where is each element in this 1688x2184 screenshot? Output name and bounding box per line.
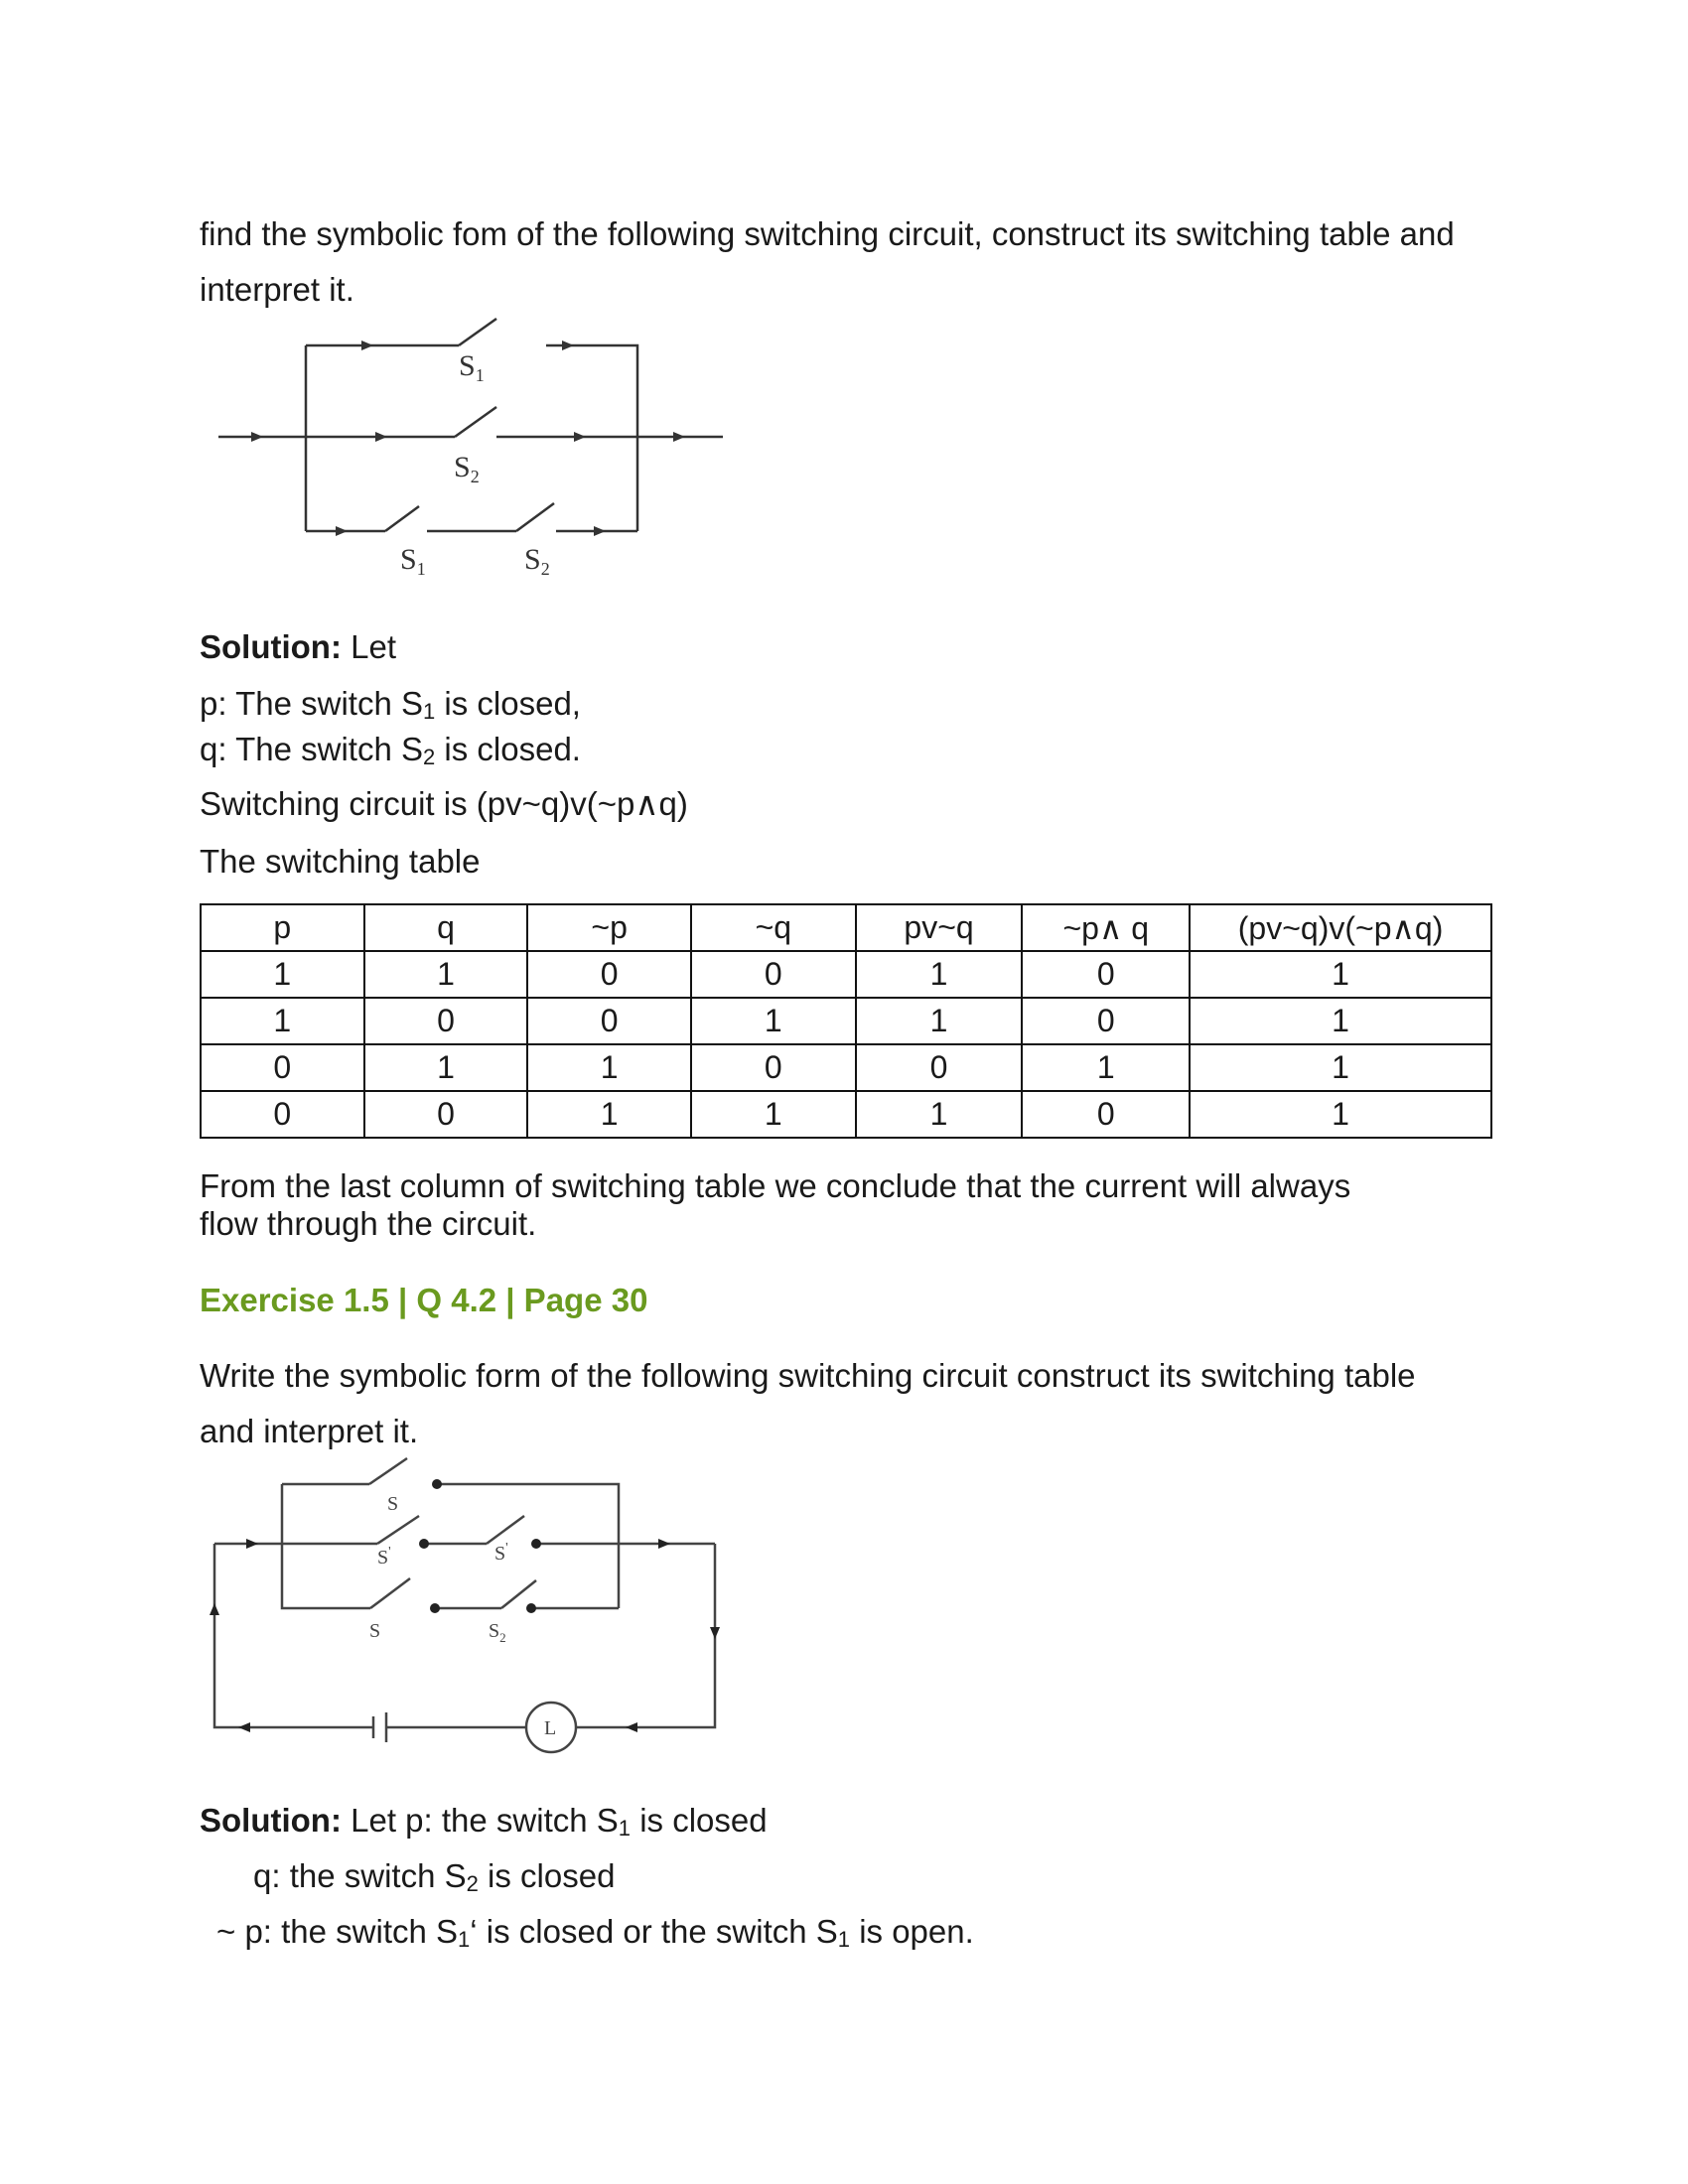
contact-dot — [419, 1539, 429, 1549]
arrow-1 — [361, 341, 373, 350]
switch-s2-prime — [455, 407, 496, 437]
header-cell: pv~q — [856, 904, 1023, 951]
table-cell: 1 — [201, 951, 364, 998]
switch-s2-prime — [487, 1516, 524, 1544]
circuit-diagram-1 — [199, 303, 755, 601]
wire-r3 — [282, 1484, 370, 1608]
switching-table — [200, 903, 1492, 1139]
table-cell: 0 — [1022, 998, 1190, 1044]
header-cell: ~q — [691, 904, 856, 951]
table-cell: 0 — [1022, 1091, 1190, 1138]
conclusion-line-2: flow through the circuit. — [200, 1205, 537, 1242]
arrow-1 — [246, 1539, 258, 1549]
solution-label: Solution: — [200, 628, 342, 665]
table-cell: 0 — [201, 1091, 364, 1138]
table-cell: 1 — [1190, 1091, 1491, 1138]
switch-s-bottom — [370, 1578, 410, 1608]
table-cell: 0 — [691, 951, 856, 998]
switch-s2 — [516, 503, 554, 531]
variable-definitions-1 — [200, 685, 581, 776]
wire-outer-right — [576, 1544, 715, 1727]
label-s1-prime: S' — [377, 1545, 391, 1569]
definition-q: q: The switch $S_2$ is closed. — [200, 731, 581, 769]
table-cell: 0 — [527, 951, 691, 998]
table-cell: 1 — [527, 1091, 691, 1138]
table-cell: 1 — [1022, 1044, 1190, 1091]
solution-label: Solution: — [200, 1802, 342, 1839]
arrow-3 — [251, 432, 263, 442]
wire-outer-left — [214, 1544, 372, 1727]
table-cell: 1 — [1190, 1044, 1491, 1091]
header-cell: p — [201, 904, 364, 951]
solution-1-heading — [200, 619, 396, 675]
solution-2-line-p: Solution: Let p: the switch $S_1$ is closed — [200, 1802, 768, 1841]
arrow-5 — [238, 1722, 250, 1732]
table-cell: 0 — [1022, 951, 1190, 998]
switch-s1-prime — [385, 506, 419, 531]
wire-top-right — [546, 345, 637, 531]
table-cell: 1 — [527, 1044, 691, 1091]
table-row — [201, 951, 1491, 998]
arrow-7 — [336, 526, 348, 536]
definition-p: p: The switch $S_1$ is closed, — [200, 685, 581, 724]
question-1-line-1: find the symbolic fom of the following switching circuit, construct its switching table and — [200, 215, 1455, 252]
header-cell: ~p∧ q — [1022, 904, 1190, 951]
label-s1-prime: $S_1$ — [400, 543, 426, 579]
table-cell: 1 — [856, 998, 1023, 1044]
question-2-text — [200, 1348, 1416, 1459]
table-cell: 0 — [364, 1091, 528, 1138]
arrow-4 — [710, 1627, 720, 1639]
question-2-line-1: Write the symbolic form of the following switching circuit construct its switching table — [200, 1357, 1416, 1394]
solution-2-line-not-p: ~ p: the switch $S_1‘$ is closed or the switch $S_1$ is open. — [216, 1913, 974, 1952]
question-1-line-2: interpret it. — [200, 271, 354, 308]
table-cell: 1 — [1190, 951, 1491, 998]
table-cell: 1 — [856, 1091, 1023, 1138]
table-cell: 1 — [1190, 998, 1491, 1044]
arrow-4 — [375, 432, 387, 442]
question-2-line-2: and interpret it. — [200, 1413, 419, 1449]
solution-2-line-q: q: the switch $S_2$ is closed — [253, 1857, 616, 1896]
exercise-heading[interactable]: Exercise 1.5 | Q 4.2 | Page 30 — [200, 1282, 648, 1318]
label-s2-prime: $S_2$ — [454, 451, 480, 486]
table-cell: 1 — [364, 1044, 528, 1091]
arrow-2 — [658, 1539, 670, 1549]
table-cell: 1 — [691, 1091, 856, 1138]
label-s2: $S_2$ — [489, 1620, 506, 1645]
label-s-top: S — [387, 1493, 399, 1515]
contact-dot — [432, 1479, 442, 1489]
solution-let: Let — [341, 628, 397, 665]
wire-r2 — [437, 1484, 619, 1608]
label-s1: $S_1$ — [459, 349, 485, 385]
table-cell: 0 — [856, 1044, 1023, 1091]
contact-dot — [531, 1539, 541, 1549]
switch-s1 — [459, 319, 496, 345]
table-cell: 0 — [201, 1044, 364, 1091]
label-lamp: L — [544, 1717, 557, 1739]
switching-circuit-expression: Switching circuit is (pv~q)v(~p∧q) — [200, 785, 688, 822]
contact-dot — [526, 1603, 536, 1613]
switch-s-top — [369, 1458, 407, 1484]
conclusion-1 — [200, 1167, 1350, 1243]
header-cell: ~p — [527, 904, 691, 951]
table-cell: 1 — [691, 998, 856, 1044]
arrow-6 — [626, 1722, 637, 1732]
label-s2-prime: S' — [494, 1541, 508, 1565]
table-header-row — [201, 904, 1491, 951]
label-s2: $S_2$ — [524, 543, 550, 579]
arrow-6 — [673, 432, 685, 442]
table-row — [201, 1044, 1491, 1091]
table-cell: 1 — [856, 951, 1023, 998]
header-cell: q — [364, 904, 528, 951]
arrow-5 — [574, 432, 586, 442]
table-cell: 0 — [691, 1044, 856, 1091]
table-cell: 0 — [364, 998, 528, 1044]
conclusion-line-1: From the last column of switching table we conclude that the current will always — [200, 1167, 1351, 1204]
table-cell: 0 — [527, 998, 691, 1044]
circuit-diagram-2 — [199, 1444, 735, 1772]
switch-s1-prime — [377, 1516, 419, 1544]
table-row — [201, 998, 1491, 1044]
table-cell: 1 — [364, 951, 528, 998]
header-cell: (pv~q)v(~p∧q) — [1190, 904, 1491, 951]
switching-table-title: The switching table — [200, 843, 481, 880]
question-1-text — [200, 206, 1455, 318]
label-s-bottom: S — [369, 1620, 381, 1642]
table-row — [201, 1091, 1491, 1138]
contact-dot — [430, 1603, 440, 1613]
arrow-8 — [594, 526, 606, 536]
arrow-2 — [562, 341, 574, 350]
arrow-3 — [210, 1603, 219, 1615]
table-cell: 1 — [201, 998, 364, 1044]
